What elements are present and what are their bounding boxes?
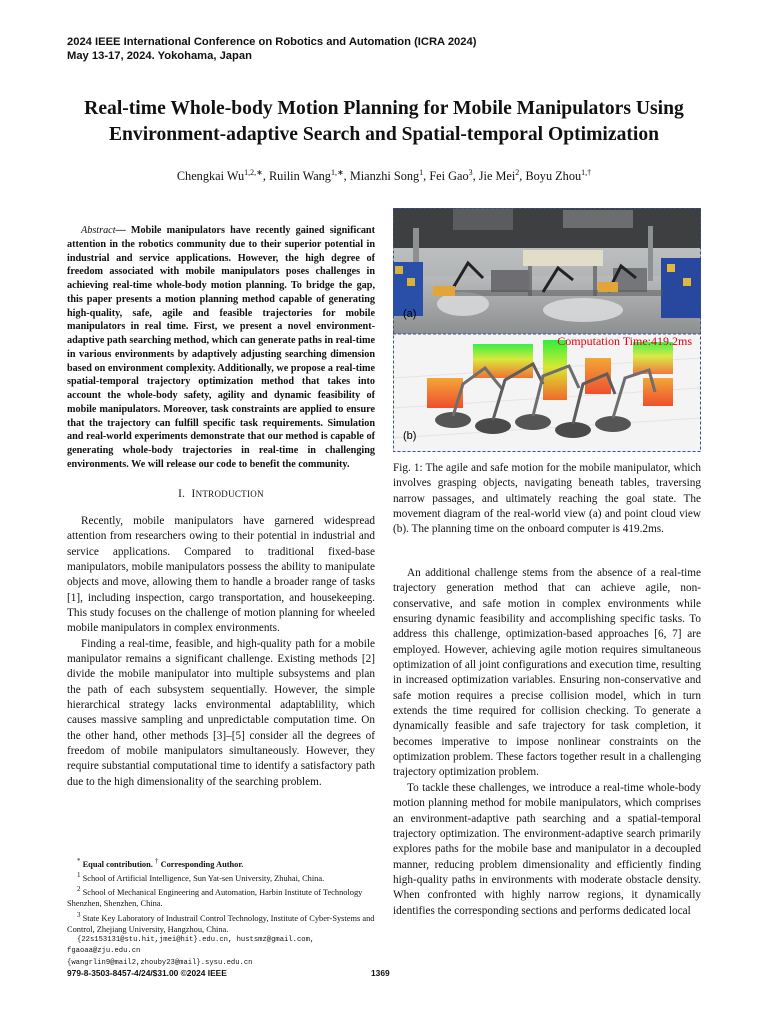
conference-header	[67, 35, 476, 63]
author: Fei Gao$^3$	[429, 168, 473, 184]
body-paragraph-4: To tackle these challenges, we introduce a real-time whole-body motion planning method for mobile manipulators, which comprises an environment-adaptive path searching and a spatial-temporal trajectory optimization. The environment-adaptive search primarily explores paths for the mobile base and manipulator in a decoupled manner, reducing problem dimensionality and efficiently finding high-quality paths in environments with moderate obstacle density. When confronted with highly narrow regions, it dynamically identifies the corresponding sections and performs dedicated local	[393, 781, 701, 917]
body-paragraph-3: An additional challenge stems from the absence of a real-time trajectory generation method that can achieve agile, non-conservative, and safe motion in complex environments while ensuring dynamic feasibility and accomplishing specific tasks. To address this challenge, optimization-based approaches [6, 7] are employed. However, achieving agile motion requires simultaneous optimization of all joint configurations and execution time, resulting in increased optimization variables. Ensuring non-conservative and safe motion requires a precise collision model, which in turn extends the time required for collision checking. To generate a dynamically feasible and safe trajectory for task completion, it becomes imperative to impose nonlinear constraints on the optimization problem. These factors together result in a challenging trajectory optimization problem.	[393, 567, 701, 779]
footnote-affiliation-1: $^1$ School of Artificial Intelligence, Sun Yat-sen University, Zhuhai, China.	[77, 871, 325, 883]
section-heading-introduction: I. INTRODUCTION	[178, 487, 264, 500]
author: Jie Mei$^2$	[478, 168, 520, 184]
footer-isbn: 979-8-3503-8457-4/24/$31.00 ©2024 IEEE	[67, 968, 227, 978]
title-line-2: Environment-adaptive Search and Spatial-temporal Optimization	[108, 124, 660, 145]
footnote-contribution: * Equal contribution. † Corresponding Author.	[77, 857, 244, 869]
abstract-text: — Mobile manipulators have recently gained significant attention in the robotics community due to their superior potential in industrial and service applications. However, the high degree of freedom associated with mobile manipulators poses challenges in achieving real-time whole-body motion planning. To bridge the gap, this paper presents a motion planning method capable of generating high-quality, safe, agile and feasible trajectories for mobile manipulators in real time. First, we present a novel environment-adaptive path searching method, which can generate paths in real-time in various environments by adaptively adjusting searching dimension based on environment complexity. Additionally, we propose a real-time spatial-temporal trajectory optimization method that takes into account the whole-body safety, agility and dynamic feasibility of mobile manipulators. Moreover, task constraints are applied to ensure that the trajectory can fulfill specific task requirements. Simulation and real-world experiments demonstrate that our method is capable of generating whole-body trajectories in real-time in challenging environments. We will release our code to benefit the community.	[67, 225, 375, 470]
footnote-affiliation-2: $^2$ School of Mechanical Engineering and Automation, Harbin Institute of Technology Shenzhen, Shenzhen, China.	[67, 885, 363, 909]
figure-illustration	[393, 208, 701, 452]
intro-paragraph-2: Finding a real-time, feasible, and high-quality path for a mobile manipulator remains a significant challenge. Existing methods [2] divide the mobile manipulator into multiple subsystems and plan the path of each subsystem sequentially. However, the simple hierarchical strategy lacks environmental adaptablility, which causes massive sampling and unpredictable computation time. On the other hand, other methods [3]–[5] consider all the degrees of freedom of mobile manipulators simultaneously. However, they require substantial computational time to identify a satisfactory path due to the high dimensionality of the searching problem.	[67, 637, 375, 788]
author: Chengkai $Wu^{1,2,∗}$	[176, 168, 263, 184]
author: Mianzhi Song$^1$	[349, 168, 424, 184]
conference-name: 2024 IEEE International Conference on Robotics and Automation (ICRA 2024)	[67, 36, 477, 48]
conference-date-location: May 13-17, 2024. Yokohama, Japan	[67, 50, 252, 62]
panel-label-a: (a)	[403, 308, 417, 320]
author-list: Chengkai $Wu^{1,2,∗}$, Ruilin Wang$^{1,∗}$, Mianzhi Song$^1$, Fei Gao$^3$, Jie Mei$^2$, Boyu Zhou$^{1,\dagger}$	[176, 168, 592, 184]
page-number: 1369	[371, 968, 390, 978]
author: Boyu Zhou$^{1,\dagger}$	[525, 168, 592, 184]
abstract-label: Abstract	[81, 225, 116, 236]
figure-1	[393, 208, 701, 452]
panel-a-real-world-view	[393, 208, 701, 334]
left-column	[67, 224, 375, 790]
computation-time-label: Computation Time:419.2ms	[557, 334, 692, 348]
abstract	[67, 224, 375, 472]
author: Ruilin Wang$^{1,∗}$	[268, 168, 344, 184]
footnote-emails-1: {22s153131@stu.hit,jmei@hit}.edu.cn, hustsmz@gmail.com, fgaoaa@zju.edu.cn	[67, 935, 315, 956]
title-line-1: Real-time Whole-body Motion Planning for Mobile Manipulators Using	[84, 98, 684, 119]
footnote-affiliation-3: $^3$ State Key Laboratory of Industrail Control Technology, Institute of Cyber-Systems and Control, Zhejiang University, Hangzhou, China.	[67, 910, 375, 934]
panel-b-point-cloud-view	[393, 334, 701, 452]
panel-label-b: (b)	[403, 430, 417, 442]
figure-caption: Fig. 1: The agile and safe motion for the mobile manipulator, which involves grasping objects, navigating beneath tables, traversing narrow passages, and ultimately reaching the goal state. The movement diagram of the real-world view (a) and point cloud view (b). The planning time on the onboard computer is 419.2ms.	[393, 462, 701, 536]
footnotes	[67, 856, 375, 969]
paper-title	[40, 96, 728, 148]
intro-paragraph-1: Recently, mobile manipulators have garnered widespread attention from researchers owing to their potential in industrial and service applications. Compared to traditional fixed-base manipulators, mobile manipulators possess the ability to manipulate objects and move, allowing them to handle a broader range of tasks [1], including inspection, cargo transportation, and housekeeping. This study focuses on the challenge of motion planning for wheeled mobile manipulators in complex environments.	[67, 514, 375, 635]
footnote-emails-2: {wangrlin9@mail2,zhouby23@mail}.sysu.edu.cn	[67, 958, 253, 967]
right-column	[393, 566, 701, 919]
